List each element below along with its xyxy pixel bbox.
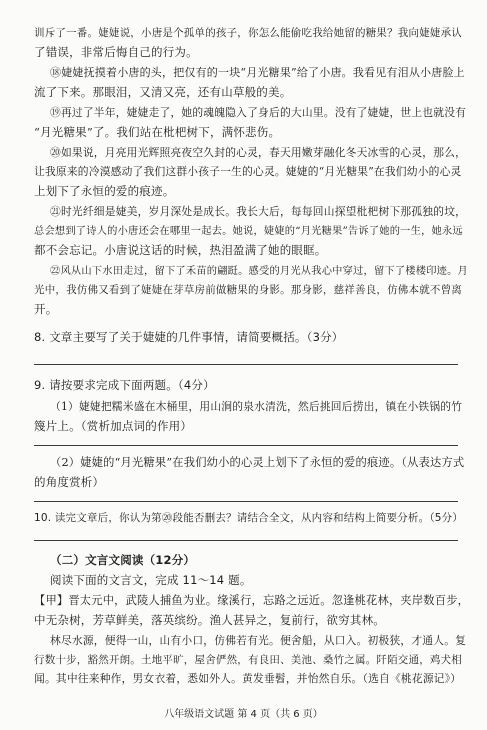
classical-text-line-5: 闻。其中往来种作，男女衣着，悉如外人。黄发垂髫，并怡然自乐。（选自《桃花源记》） xyxy=(34,672,462,685)
para-21-line-2: 总会想到了诗人的小唐还会在哪里一起去。她说，婕婕的“月光糖果”告诉了她的一生，她永远 xyxy=(34,225,463,237)
para-18-line-1: ⑱婕婕抚摸着小唐的头，把仅有的一块“月光糖果”给了小唐。我看见有泪从小唐脸上 xyxy=(50,66,465,79)
classical-text-line-2: 中无杂树，芳草鲜美，落英缤纷。渔人甚异之，复前行，欲穷其林。 xyxy=(34,613,385,627)
question-9: 9. 请按要求完成下面两题。（4分） xyxy=(34,378,215,392)
para-22-line-1: ㉒风从山下水田走过，留下了禾苗的翩跹。感受的月光从我心中穿过，留下了楼楼印迹。月 xyxy=(50,265,469,277)
para-21-line-3: 都不会忘记。小唐说这话的时候，热泪盈满了她的眼眶。 xyxy=(34,243,327,257)
question-10: 10. 读完文章后，你认为第⑳段能否删去？请结合全文，从内容和结构上简要分析。（5分） xyxy=(34,512,464,524)
para-20-line-2: 让我原来的冷漠感动了我们这群小孩子一生的心灵。婕婕的“月光糖果”在我们幼小的心灵 xyxy=(34,165,462,178)
para-19-line-2: “月光糖果”了。我们站在枇杷树下，满怀悲伤。 xyxy=(34,125,281,139)
classical-text-line-1: 【甲】晋太元中，武陵人捕鱼为业。缘溪行，忘路之远近。忽逢桃花林，夹岸数百步， xyxy=(34,594,470,607)
question-9-sub1-line-1: （1）婕婕把糯米盛在木桶里，用山涧的泉水清洗，然后挑回后捞出，镇在小铁锅的竹 xyxy=(50,400,463,413)
answer-line-q9-2[interactable] xyxy=(34,501,458,502)
para-19-line-1: ⑲再过了半年，婕婕走了，她的魂魄隐入了身后的大山里。没有了婕婕，世上也就没有 xyxy=(50,106,467,119)
para-21-line-1: ㉑时光纤细是婕美，岁月深处是成长。我长大后，每每回山探望枇杷树下那孤独的坟， xyxy=(50,205,467,218)
para-top-line-2: 了错误，非常后悔自己的行为。 xyxy=(34,45,198,59)
para-top-line-1: 训斥了一番。婕婕说，小唐是个孤单的孩子，你怎么能偷吃我给她留的糖果？我向婕婕承认 xyxy=(34,27,462,39)
answer-line-q8[interactable] xyxy=(34,364,458,365)
question-9-sub2-line-1: （2）婕婕的“月光糖果”在我们幼小的心灵上划下了永恒的爱的痕迹。（从表达方式 xyxy=(50,456,465,469)
question-9-sub1-line-2: 篾片上。（赏析加点词的作用） xyxy=(34,419,193,433)
classical-text-line-4: 行数十步，豁然开朗。土地平旷，屋舍俨然，有良田、美池、桑竹之属。阡陌交通，鸡犬相 xyxy=(34,654,462,666)
para-22-line-2: 光中，我仿佛又看到了婕婕在芽草房前做糖果的身影。那身影，慈祥善良，仿佛本就不曾离 xyxy=(34,284,462,296)
para-18-line-2: 流了下来。那眼泪，又清又亮，还有山草般的美。 xyxy=(34,85,292,99)
para-20-line-1: ⑳如果说，月亮用光辉照亮夜空久封的心灵，春天用嫩芽融化冬天冰雪的心灵，那么， xyxy=(50,146,467,159)
classical-text-line-3: 林尽水源，便得一山，山有小口，仿佛若有光。便舍船，从口入。初极狭，才通人。复 xyxy=(50,634,467,647)
answer-line-q9-1[interactable] xyxy=(34,445,458,446)
page-footer: 八年级语文试题 第 4 页（共 6 页） xyxy=(164,709,323,720)
question-9-sub2-line-2: 的角度赏析） xyxy=(34,475,105,489)
para-20-line-3: 上划下了永恒的爱的痕迹。 xyxy=(34,184,175,198)
answer-line-q10[interactable] xyxy=(34,540,458,541)
section-2-intro: 阅读下面的文言文，完成 11～14 题。 xyxy=(50,573,252,587)
para-22-line-3: 开。 xyxy=(34,302,58,316)
question-8: 8. 文章主要写了关于婕婕的几件事情，请简要概括。（3分） xyxy=(34,330,344,344)
section-2-title: （二）文言文阅读（12分） xyxy=(50,553,196,567)
